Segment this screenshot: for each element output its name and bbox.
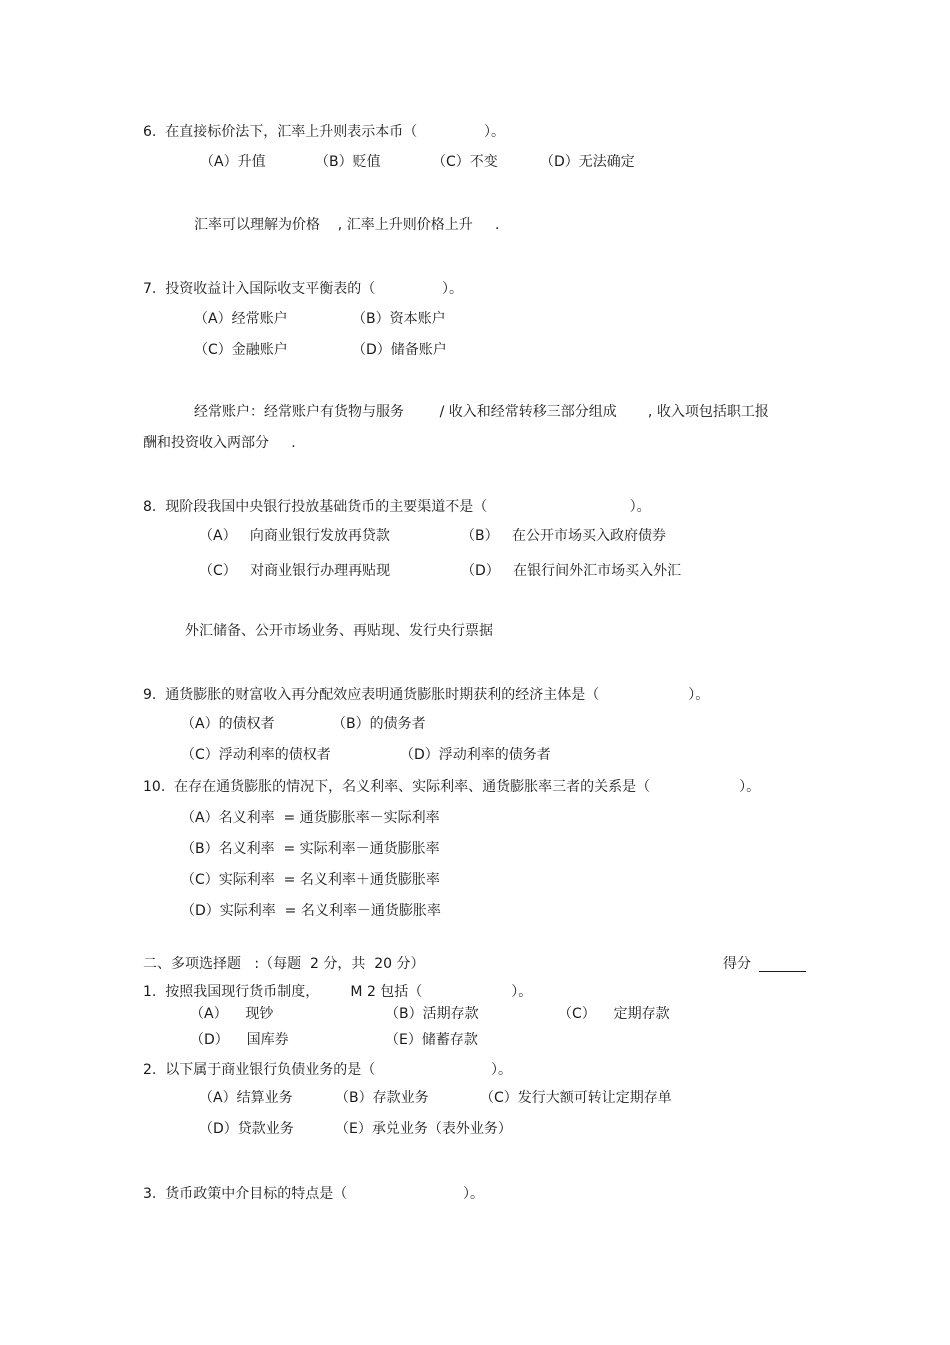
q7-option-c: （C）金融账户 [194,342,288,358]
m2-option-d: （D）贷款业务 [199,1121,294,1137]
question-8-stem: 8. 现阶段我国中央银行投放基础货币的主要渠道不是（ ）。 [143,499,651,515]
q8-option-c: （C） 对商业银行办理再贴现 [199,563,391,579]
m1-option-c: （C） 定期存款 [558,1006,670,1022]
q9-option-b: （B）的债务者 [332,716,426,732]
m1-option-e: （E）储蓄存款 [385,1032,478,1048]
q10-option-b: （B）名义利率 = 实际利率－通货膨胀率 [181,841,440,857]
score-label: 得分 [723,956,751,972]
q6-option-b: （B）贬值 [315,154,381,170]
multi-question-2-stem: 2. 以下属于商业银行负债业务的是（ ）。 [143,1062,512,1078]
q8-option-a: （A） 向商业银行发放再贷款 [199,528,390,544]
q7-option-a: （A）经常账户 [194,311,288,327]
q6-option-c: （C）不变 [432,154,498,170]
section-2-title: 二、多项选择题 :（每题 2 分，共 20 分） [143,956,425,972]
q7-option-b: （B）资本账户 [352,311,446,327]
m2-option-c: （C）发行大额可转让定期存单 [480,1090,672,1106]
question-6-stem: 6. 在直接标价法下，汇率上升则表示本币（ ）。 [143,124,506,140]
q8-note: 外汇储备、公开市场业务、再贴现、发行央行票据 [185,623,493,639]
q8-option-b: （B） 在公开市场买入政府债券 [461,528,666,544]
q8-option-d: （D） 在银行间外汇市场买入外汇 [461,563,682,579]
q7-option-d: （D）储备账户 [352,342,447,358]
q9-option-c: （C）浮动利率的债权者 [181,747,331,763]
m2-option-a: （A）结算业务 [199,1090,293,1106]
q7-note-line-2: 酬和投资收入两部分 . [143,435,296,451]
q7-note-line-1: 经常账户：经常账户有货物与服务 / 收入和经常转移三部分组成 , 收入项包括职工报 [194,404,769,420]
question-10-stem: 10. 在存在通货膨胀的情况下，名义利率、实际利率、通货膨胀率三者的关系是（ ）。 [143,779,761,795]
m2-option-e: （E）承兑业务（表外业务） [335,1121,512,1137]
q10-option-c: （C）实际利率 = 名义利率＋通货膨胀率 [181,872,440,888]
question-7-stem: 7. 投资收益计入国际收支平衡表的（ ）。 [143,281,464,297]
multi-question-1-stem: 1. 按照我国现行货币制度， M 2 包括（ ）。 [143,984,533,1000]
m1-option-d: （D） 国库券 [190,1032,289,1048]
q6-option-d: （D）无法确定 [540,154,635,170]
q6-option-a: （A）升值 [200,154,266,170]
question-9-stem: 9. 通货膨胀的财富收入再分配效应表明通货膨胀时期获利的经济主体是（ ）。 [143,687,710,703]
q10-option-d: （D）实际利率 = 名义利率－通货膨胀率 [181,903,441,919]
q9-option-d: （D）浮动利率的债务者 [400,747,551,763]
m1-option-b: （B）活期存款 [385,1006,479,1022]
m1-option-a: （A） 现钞 [190,1006,274,1022]
q6-note: 汇率可以理解为价格 , 汇率上升则价格上升 . [194,217,500,233]
multi-question-3-stem: 3. 货币政策中介目标的特点是（ ）。 [143,1186,484,1202]
m2-option-b: （B）存款业务 [335,1090,429,1106]
score-blank-line [759,971,806,972]
q10-option-a: （A）名义利率 = 通货膨胀率－实际利率 [181,810,440,826]
q9-option-a: （A）的债权者 [181,716,275,732]
